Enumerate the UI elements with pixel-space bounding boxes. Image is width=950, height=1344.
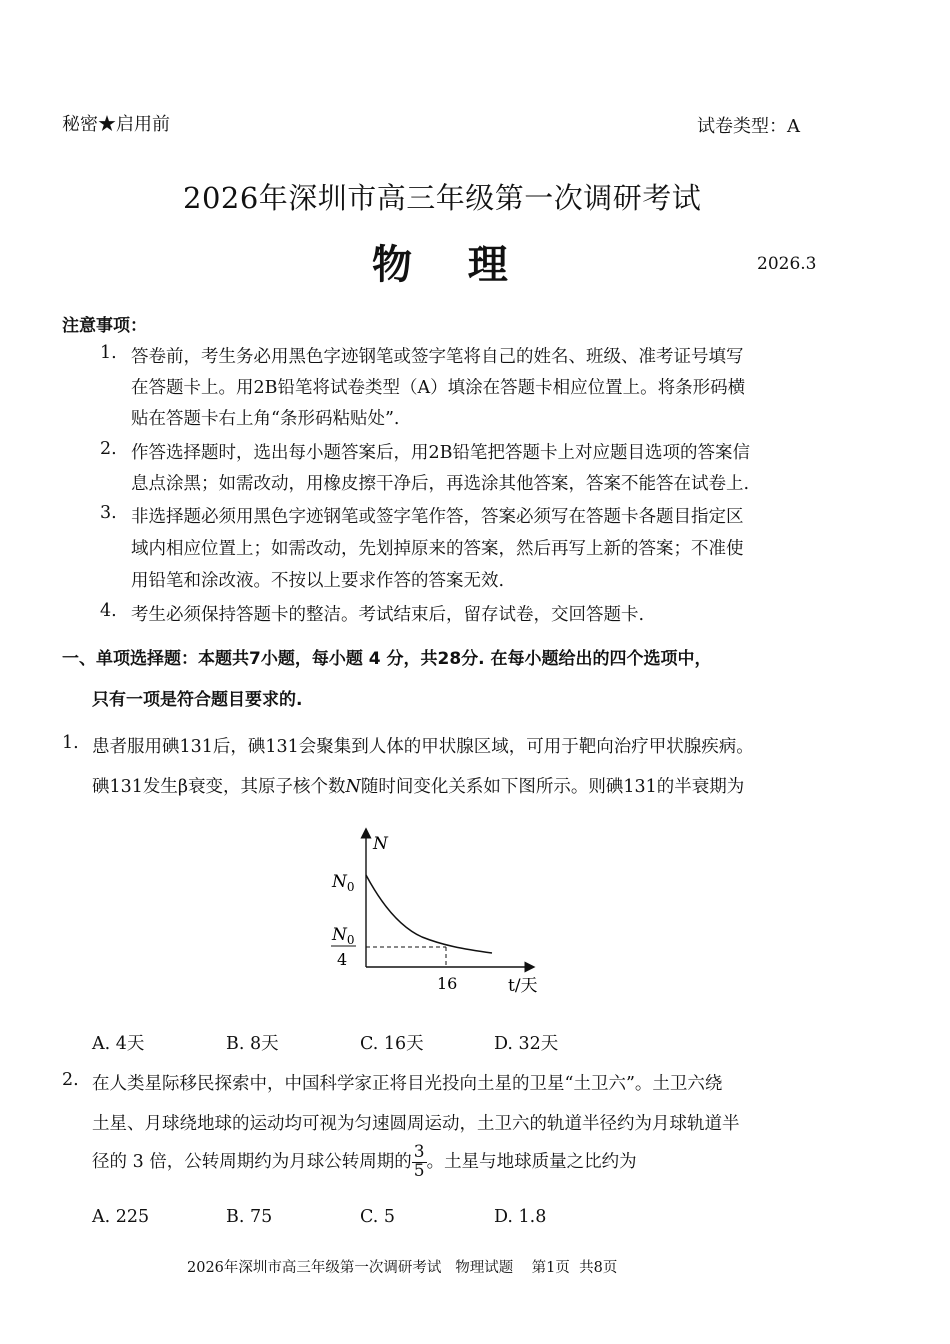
q1-option-c[interactable]: C. 16天 <box>360 1034 424 1054</box>
q2-option-a[interactable]: A. 225 <box>92 1207 150 1227</box>
notice-item-1-line: 贴在答题卡右上角“条形码粘贴处”. <box>131 409 400 429</box>
notice-item-3-line: 用铅笔和涂改液。不按以上要求作答的答案无效. <box>131 571 505 591</box>
paper-type-label: 试卷类型：A <box>697 116 800 137</box>
q2-fraction <box>412 1144 427 1181</box>
notice-item-3-line: 域内相应位置上；如需改动，先划掉原来的答案，然后再写上新的答案；不准使 <box>131 539 744 559</box>
y-tick-quarter-num: $N_0$ <box>332 925 355 947</box>
q2-text-line: 土星、月球绕地球的运动均可视为匀速圆周运动，土卫六的轨道半径约为月球轨道半 <box>92 1114 740 1134</box>
q1-number: 1. <box>62 733 79 753</box>
notice-item-4-num: 4. <box>100 601 117 621</box>
notice-item-2-num: 2. <box>100 439 117 459</box>
notice-item-2-line: 息点涂黑；如需改动，用橡皮擦干净后，再选涂其他答案，答案不能答在试卷上. <box>131 474 750 494</box>
q1-text-part: 随时间变化关系如下图所示。则碘131的半衰期为 <box>360 777 745 797</box>
exam-date: 2026.3 <box>757 254 817 274</box>
notice-item-3-num: 3. <box>100 503 117 523</box>
q1-option-d[interactable]: D. 32天 <box>494 1034 559 1054</box>
subject-title: 物 理 <box>372 242 508 288</box>
y-axis-label: N <box>373 834 388 854</box>
notice-item-1-line: 答卷前，考生务必用黑色字迹钢笔或签字笔将自己的姓名、班级、准考证号填写 <box>131 347 744 367</box>
notice-item-2-line: 作答选择题时，选出每小题答案后，用2B铅笔把答题卡上对应题目选项的答案信 <box>131 443 750 463</box>
notice-heading: 注意事项： <box>62 316 147 336</box>
q2-text-line <box>92 1144 637 1181</box>
page-footer: 2026年深圳市高三年级第一次调研考试 物理试题 第1页 共8页 <box>187 1260 618 1276</box>
q1-text-line: 患者服用碘131后，碘131会聚集到人体的甲状腺区域，可用于靶向治疗甲状腺疾病。 <box>92 737 754 757</box>
q2-text-part: 径的 3 倍，公转周期约为月球公转周期的 <box>92 1151 412 1172</box>
decay-graph <box>320 825 560 1005</box>
q1-variable: N <box>345 777 361 797</box>
q1-option-a[interactable]: A. 4天 <box>92 1034 145 1054</box>
q2-fraction-denominator: 5 <box>413 1160 425 1181</box>
exam-title: 2026年深圳市高三年级第一次调研考试 <box>183 181 702 215</box>
confidential-label: 秘密★启用前 <box>62 114 170 135</box>
q2-text-line: 在人类星际移民探索中，中国科学家正将目光投向土星的卫星“土卫六”。土卫六绕 <box>92 1074 723 1094</box>
notice-item-4-line: 考生必须保持答题卡的整洁。考试结束后，留存试卷，交回答题卡. <box>131 605 645 625</box>
notice-item-1-line: 在答题卡上。用2B铅笔将试卷类型（A）填涂在答题卡相应位置上。将条形码横 <box>131 378 746 398</box>
q2-number: 2. <box>62 1070 79 1090</box>
y-tick-quarter-den: 4 <box>337 950 348 969</box>
q2-option-d[interactable]: D. 1.8 <box>494 1207 547 1227</box>
section-heading-cont: 只有一项是符合题目要求的. <box>92 690 303 710</box>
decay-curve <box>366 875 492 953</box>
q1-text-line <box>92 773 744 798</box>
y-tick-n0: $N_0$ <box>332 872 355 894</box>
q2-option-c[interactable]: C. 5 <box>360 1207 396 1227</box>
section-heading: 一、单项选择题：本题共7小题，每小题 4 分，共28分. 在每小题给出的四个选项中， <box>62 649 712 669</box>
x-tick-16: 16 <box>437 974 458 993</box>
notice-item-3-line: 非选择题必须用黑色字迹钢笔或签字笔作答，答案必须写在答题卡各题目指定区 <box>131 507 744 527</box>
q1-option-b[interactable]: B. 8天 <box>226 1034 279 1054</box>
q2-fraction-numerator: 3 <box>413 1142 425 1162</box>
notice-item-1-num: 1. <box>100 343 117 363</box>
q2-text-part: 。土星与地球质量之比约为 <box>426 1151 637 1172</box>
q1-text-part: 碘131发生β衰变，其原子核个数 <box>92 777 346 797</box>
x-axis-label: t/天 <box>508 976 538 996</box>
q2-option-b[interactable]: B. 75 <box>226 1207 273 1227</box>
